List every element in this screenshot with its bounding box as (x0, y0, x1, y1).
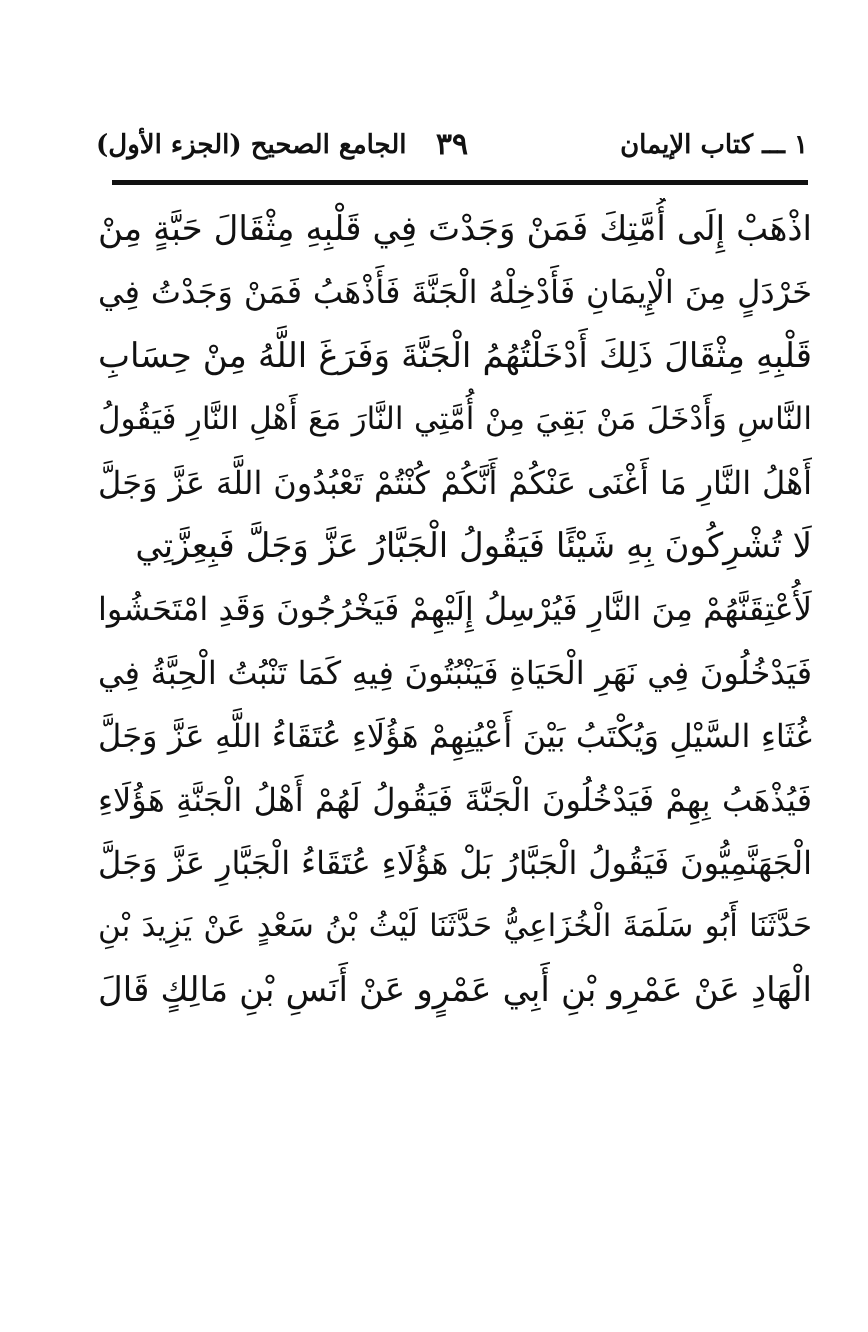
text-line: حَدَّثَنَا أَبُو سَلَمَةَ الْخُزَاعِيُّ حَدَّثَنَا لَيْثُ بْنُ سَعْدٍ عَنْ يَزِيدَ بْنِ (98, 908, 812, 945)
text-line: اذْهَبْ إِلَى أُمَّتِكَ فَمَنْ وَجَدْتَ فِي قَلْبِهِ مِثْقَالَ حَبَّةٍ مِنْ (98, 209, 812, 249)
page-header (96, 120, 808, 170)
text-line: الْهَادِ عَنْ عَمْرِو بْنِ أَبِي عَمْرٍو عَنْ أَنَسِ بْنِ مَالِكٍ قَالَ (98, 969, 812, 1010)
text-line: فَيَدْخُلُونَ فِي نَهَرِ الْحَيَاةِ فَيَنْبُتُونَ فِيهِ كَمَا تَنْبُتُ الْحِبَّةُ فِي (98, 653, 812, 692)
text-line: قَلْبِهِ مِثْقَالَ ذَلِكَ أَدْخَلْتُهُمُ الْجَنَّةَ وَفَرَغَ اللَّهُ مِنْ حِسَابِ (98, 335, 812, 376)
hadith-text (98, 198, 812, 1022)
text-line: النَّاسِ وَأَدْخَلَ مَنْ بَقِيَ مِنْ أُمَّتِي النَّارَ مَعَ أَهْلِ النَّارِ فَيَقُولُ (98, 401, 812, 438)
text-line: خَرْدَلٍ مِنَ الْإِيمَانِ فَأَدْخِلْهُ الْجَنَّةَ فَأَذْهَبُ فَمَنْ وَجَدْتُ فِي (98, 273, 812, 312)
text-line: لَا تُشْرِكُونَ بِهِ شَيْئًا فَيَقُولُ الْجَبَّارُ عَزَّ وَجَلَّ فَبِعِزَّتِي (135, 525, 812, 566)
text-line: الْجَهَنَّمِيُّونَ فَيَقُولُ الْجَبَّارُ بَلْ هَؤُلَاءِ عُتَقَاءُ الْجَبَّارِ عَزَّ وَجَلَّ (98, 843, 812, 882)
text-line: غُثَاءِ السَّيْلِ وَيُكْتَبُ بَيْنَ أَعْيُنِهِمْ هَؤُلَاءِ عُتَقَاءُ اللَّهِ عَزَّ وَجَلَّ (98, 717, 812, 756)
chapter-title: ١ ـــ كتاب الإيمان (620, 130, 808, 160)
text-line: لَأُعْتِقَنَّهُمْ مِنَ النَّارِ فَيُرْسِلُ إِلَيْهِمْ فَيَخْرُجُونَ وَقَدِ امْتَحَشُوا (98, 590, 812, 629)
text-line: أَهْلُ النَّارِ مَا أَغْنَى عَنْكُمْ أَنَّكُمْ كُنْتُمْ تَعْبُدُونَ اللَّهَ عَزَّ وَجَلَّ (98, 463, 812, 502)
header-rule (112, 180, 808, 185)
page-number: ٣٩ (435, 127, 469, 162)
book-title: الجامع الصحيح (الجزء الأول) (96, 130, 407, 160)
text-line: فَيُذْهَبُ بِهِمْ فَيَدْخُلُونَ الْجَنَّةَ فَيَقُولُ لَهُمْ أَهْلُ الْجَنَّةِ هَؤُلَاءِ (98, 780, 812, 819)
